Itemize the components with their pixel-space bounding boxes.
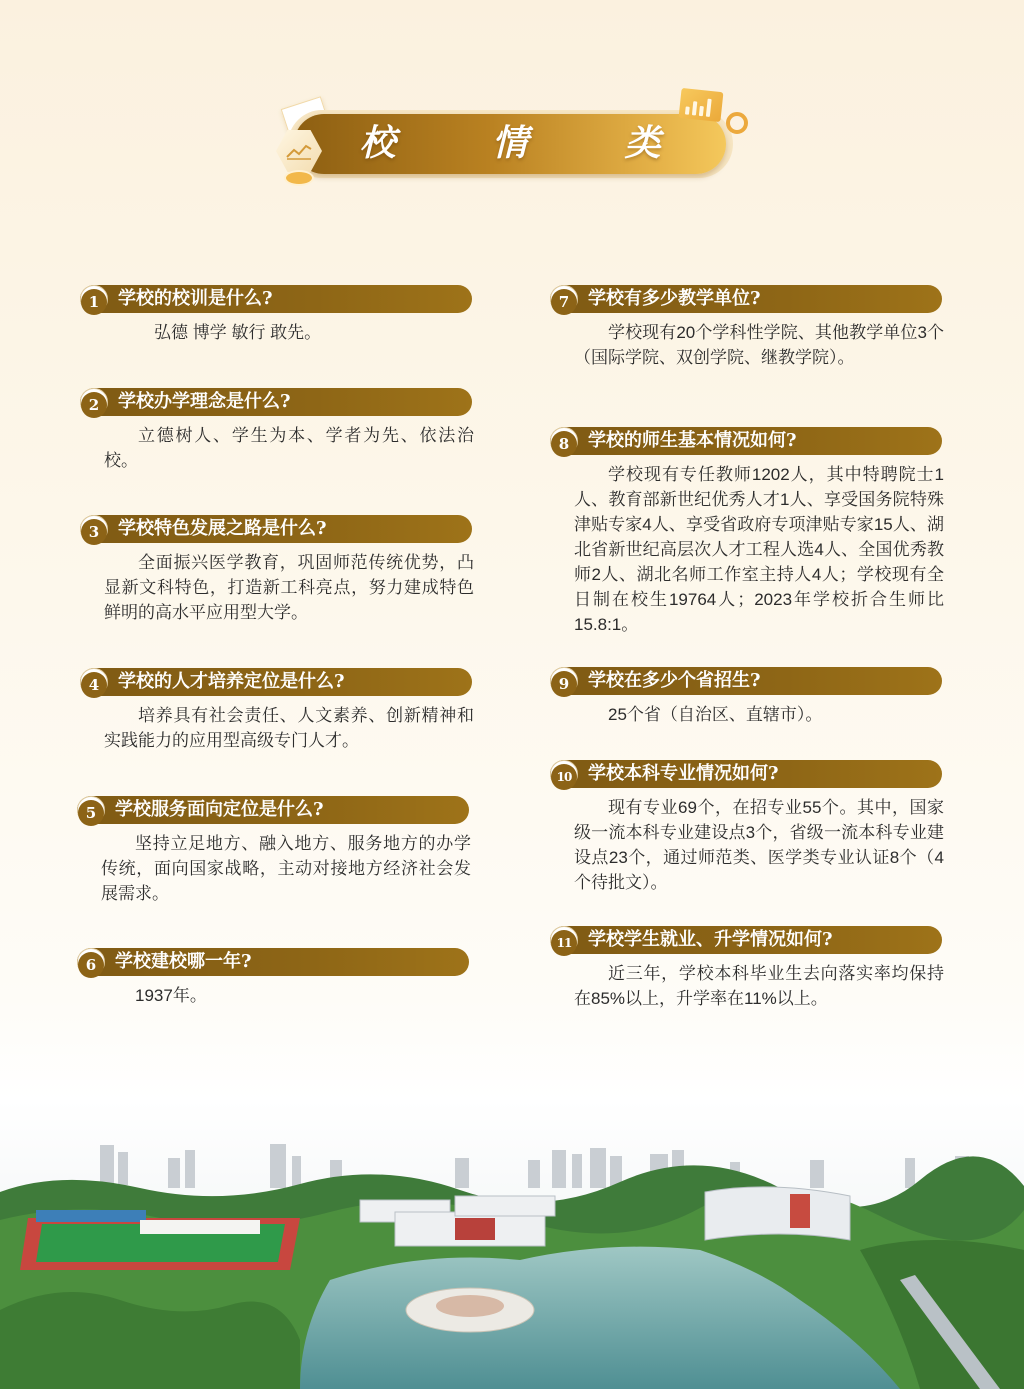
- question-number-badge: 8: [550, 427, 578, 455]
- question-bar: [77, 796, 469, 824]
- question-text: 学校在多少个省招生?: [588, 670, 761, 691]
- question-bar: [550, 926, 942, 954]
- question-text: 学校的人才培养定位是什么?: [118, 671, 345, 692]
- question-bar: [80, 388, 472, 416]
- answer-text: 学校现有专任教师1202人，其中特聘院士1人、教育部新世纪优秀人才1人、享受国务院特殊津贴专家4人、享受省政府专项津贴专家15人、湖北省新世纪高层次人才工程人选4人、全国优秀教师2人、湖北名师工作室主持人4人；学校现有全日制在校生19764人；2023年学校折合生师比15.8:1。: [574, 465, 944, 634]
- question-text: 学校特色发展之路是什么?: [118, 518, 327, 539]
- qa-item-3: [80, 515, 474, 625]
- question-number-badge: 7: [550, 285, 578, 313]
- question-text: 学校建校哪一年?: [115, 951, 252, 972]
- section-banner: [270, 82, 750, 192]
- question-bar: [80, 285, 472, 313]
- answer-text: 弘德 博学 敏行 敢先。: [154, 323, 322, 342]
- answer-text: 近三年，学校本科毕业生去向落实率均保持在85%以上，升学率在11%以上。: [574, 964, 944, 1008]
- qa-item-6: [77, 948, 471, 1008]
- qa-item-4: [80, 668, 474, 753]
- question-number-badge: 10: [550, 760, 578, 788]
- question-number-badge: 11: [550, 926, 578, 954]
- page-title: 校 情 类: [359, 123, 703, 164]
- qa-item-8: [550, 427, 944, 637]
- qa-item-11: [550, 926, 944, 1011]
- answer-text: 全面振兴医学教育，巩固师范传统优势，凸显新文科特色，打造新工科亮点，努力建成特色鲜明的高水平应用型大学。: [104, 553, 474, 622]
- qa-item-2: [80, 388, 474, 473]
- question-text: 学校的师生基本情况如何?: [588, 430, 797, 451]
- question-text: 学校办学理念是什么?: [118, 391, 291, 412]
- qa-item-5: [77, 796, 471, 906]
- question-text: 学校本科专业情况如何?: [588, 763, 779, 784]
- question-bar: [80, 668, 472, 696]
- answer-text: 25个省（自治区、直辖市）。: [608, 705, 823, 724]
- question-number-badge: 6: [77, 948, 105, 976]
- question-text: 学校服务面向定位是什么?: [115, 799, 324, 820]
- question-number-badge: 2: [80, 388, 108, 416]
- qa-item-7: [550, 285, 944, 370]
- answer-text: 现有专业69个，在招专业55个。其中，国家级一流本科专业建设点3个，省级一流本科专业建设点23个，通过师范类、医学类专业认证8个（4个待批文）。: [574, 798, 944, 892]
- question-text: 学校有多少教学单位?: [588, 288, 761, 309]
- ring-decoration: [726, 112, 748, 134]
- answer-text: 立德树人、学生为本、学者为先、依法治校。: [104, 426, 474, 470]
- question-number-badge: 1: [80, 285, 108, 313]
- question-bar: [77, 948, 469, 976]
- question-bar: [550, 760, 942, 788]
- answer-text: 学校现有20个学科性学院、其他教学单位3个（国际学院、双创学院、继教学院）。: [574, 323, 944, 367]
- question-bar: [550, 667, 942, 695]
- answer-text: 1937年。: [135, 986, 207, 1005]
- question-bar: [550, 427, 942, 455]
- question-bar: [550, 285, 942, 313]
- qa-item-1: [80, 285, 490, 345]
- question-text: 学校学生就业、升学情况如何?: [588, 929, 833, 950]
- question-number-badge: 5: [77, 796, 105, 824]
- answer-text: 培养具有社会责任、人文素养、创新精神和实践能力的应用型高级专门人才。: [104, 706, 474, 750]
- question-number-badge: 9: [550, 667, 578, 695]
- campus-aerial-photo: [0, 1100, 1024, 1389]
- question-number-badge: 3: [80, 515, 108, 543]
- qa-item-9: [550, 667, 944, 727]
- question-bar: [80, 515, 472, 543]
- question-number-badge: 4: [80, 668, 108, 696]
- qa-item-10: [550, 760, 944, 895]
- question-text: 学校的校训是什么?: [118, 288, 273, 309]
- answer-text: 坚持立足地方、融入地方、服务地方的办学传统，面向国家战略，主动对接地方经济社会发展需求。: [101, 834, 471, 903]
